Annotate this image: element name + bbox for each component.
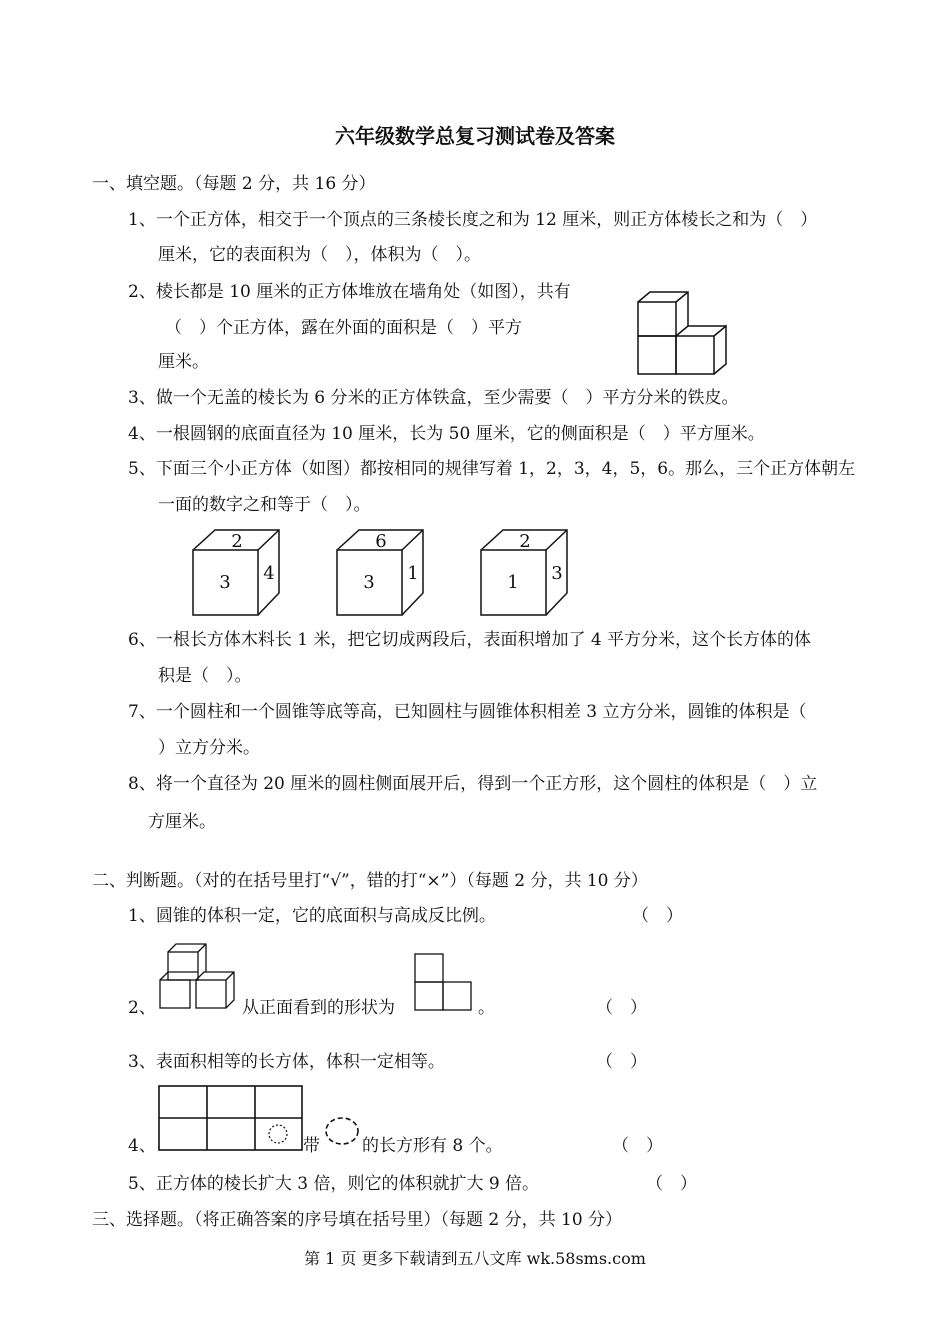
section-1-header: 一、填空题。（每题 2 分，共 16 分） (92, 174, 376, 194)
s1-q1-line1: 1、一个正方体，相交于一个顶点的三条棱长度之和为 12 厘米，则正方体棱长之和为（ ） (128, 210, 818, 230)
front-view-shape (413, 952, 473, 1012)
s2-q2-end: 。 (478, 998, 495, 1018)
section-3-header: 三、选择题。（将正确答案的序号填在括号里）（每题 2 分，共 10 分） (92, 1210, 623, 1230)
numbered-cube-1 (190, 527, 282, 619)
rectangle-grid-figure (157, 1084, 305, 1154)
cube-1-side-number: 4 (263, 563, 275, 584)
cube-stack-figure (632, 290, 732, 376)
cube-2-side-number: 1 (407, 563, 419, 584)
s2-q5: 5、正方体的棱长扩大 3 倍，则它的体积就扩大 9 倍。 (128, 1174, 540, 1194)
s2-q3-answer-paren: （ ） (596, 1052, 647, 1072)
s1-q3: 3、做一个无盖的棱长为 6 分米的正方体铁盒，至少需要（ ）平方分米的铁皮。 (128, 388, 739, 408)
s2-q4-number: 4、 (128, 1136, 156, 1156)
cube-2-top-number: 6 (375, 531, 387, 552)
numbered-cube-2 (334, 527, 426, 619)
s1-q8-line2: 方厘米。 (148, 812, 216, 832)
s2-q2-text: 从正面看到的形状为 (242, 998, 395, 1018)
s1-q6-line1: 6、一根长方体木料长 1 米，把它切成两段后，表面积增加了 4 平方分米，这个长方体的体 (128, 630, 812, 650)
s2-q4-end: 的长方形有 8 个。 (362, 1136, 503, 1156)
s2-q2-number: 2、 (128, 998, 156, 1018)
s1-q2-line3: 厘米。 (158, 352, 209, 372)
section-2-header: 二、判断题。（对的在括号里打“√”，错的打“×”）（每题 2 分，共 10 分） (92, 871, 648, 891)
s1-q6-line2: 积是（ ）。 (158, 666, 252, 686)
s1-q2-line1: 2、棱长都是 10 厘米的正方体堆放在墙角处（如图），共有 (128, 282, 571, 302)
cube-1-top-number: 2 (231, 531, 243, 552)
s1-q5-line1: 5、下面三个小正方体（如图）都按相同的规律写着 1，2，3，4，5，6。那么，三个正方体朝左 (128, 459, 856, 479)
s2-q3: 3、表面积相等的长方体，体积一定相等。 (128, 1052, 445, 1072)
s1-q2-line2: （ ）个正方体，露在外面的面积是（ ）平方 (165, 318, 522, 338)
page-footer: 第 1 页 更多下载请到五八文库 wk.58sms.com (304, 1249, 646, 1268)
cube-3-side-number: 3 (551, 563, 563, 584)
s1-q4: 4、一根圆钢的底面直径为 10 厘米，长为 50 厘米，它的侧面积是（ ）平方厘米。 (128, 424, 765, 444)
dashed-circle-icon (322, 1114, 362, 1148)
s1-q1-line2: 厘米，它的表面积为（ ），体积为（ ）。 (158, 245, 481, 265)
s2-q1: 1、圆锥的体积一定，它的底面积与高成反比例。 (128, 906, 496, 926)
cube-group-figure (156, 940, 238, 1010)
cube-3-top-number: 2 (519, 531, 531, 552)
s1-q7-line2: ）立方分米。 (158, 738, 260, 758)
s2-q1-answer-paren: （ ） (632, 906, 683, 926)
numbered-cube-3 (478, 527, 570, 619)
cube-2-front-number: 3 (363, 572, 375, 593)
cube-3-front-number: 1 (507, 572, 519, 593)
s2-q4-answer-paren: （ ） (612, 1136, 663, 1156)
s1-q7-line1: 7、一个圆柱和一个圆锥等底等高，已知圆柱与圆锥体积相差 3 立方分米，圆锥的体积是（ (128, 702, 807, 722)
s2-q4-mid: 带 (303, 1136, 320, 1156)
s2-q5-answer-paren: （ ） (646, 1174, 697, 1194)
page-title: 六年级数学总复习测试卷及答案 (335, 124, 615, 148)
s1-q5-line2: 一面的数字之和等于（ ）。 (158, 495, 371, 515)
s1-q8-line1: 8、将一个直径为 20 厘米的圆柱侧面展开后，得到一个正方形，这个圆柱的体积是（ ）立 (128, 774, 818, 794)
cube-1-front-number: 3 (219, 572, 231, 593)
s2-q2-answer-paren: （ ） (596, 998, 647, 1018)
